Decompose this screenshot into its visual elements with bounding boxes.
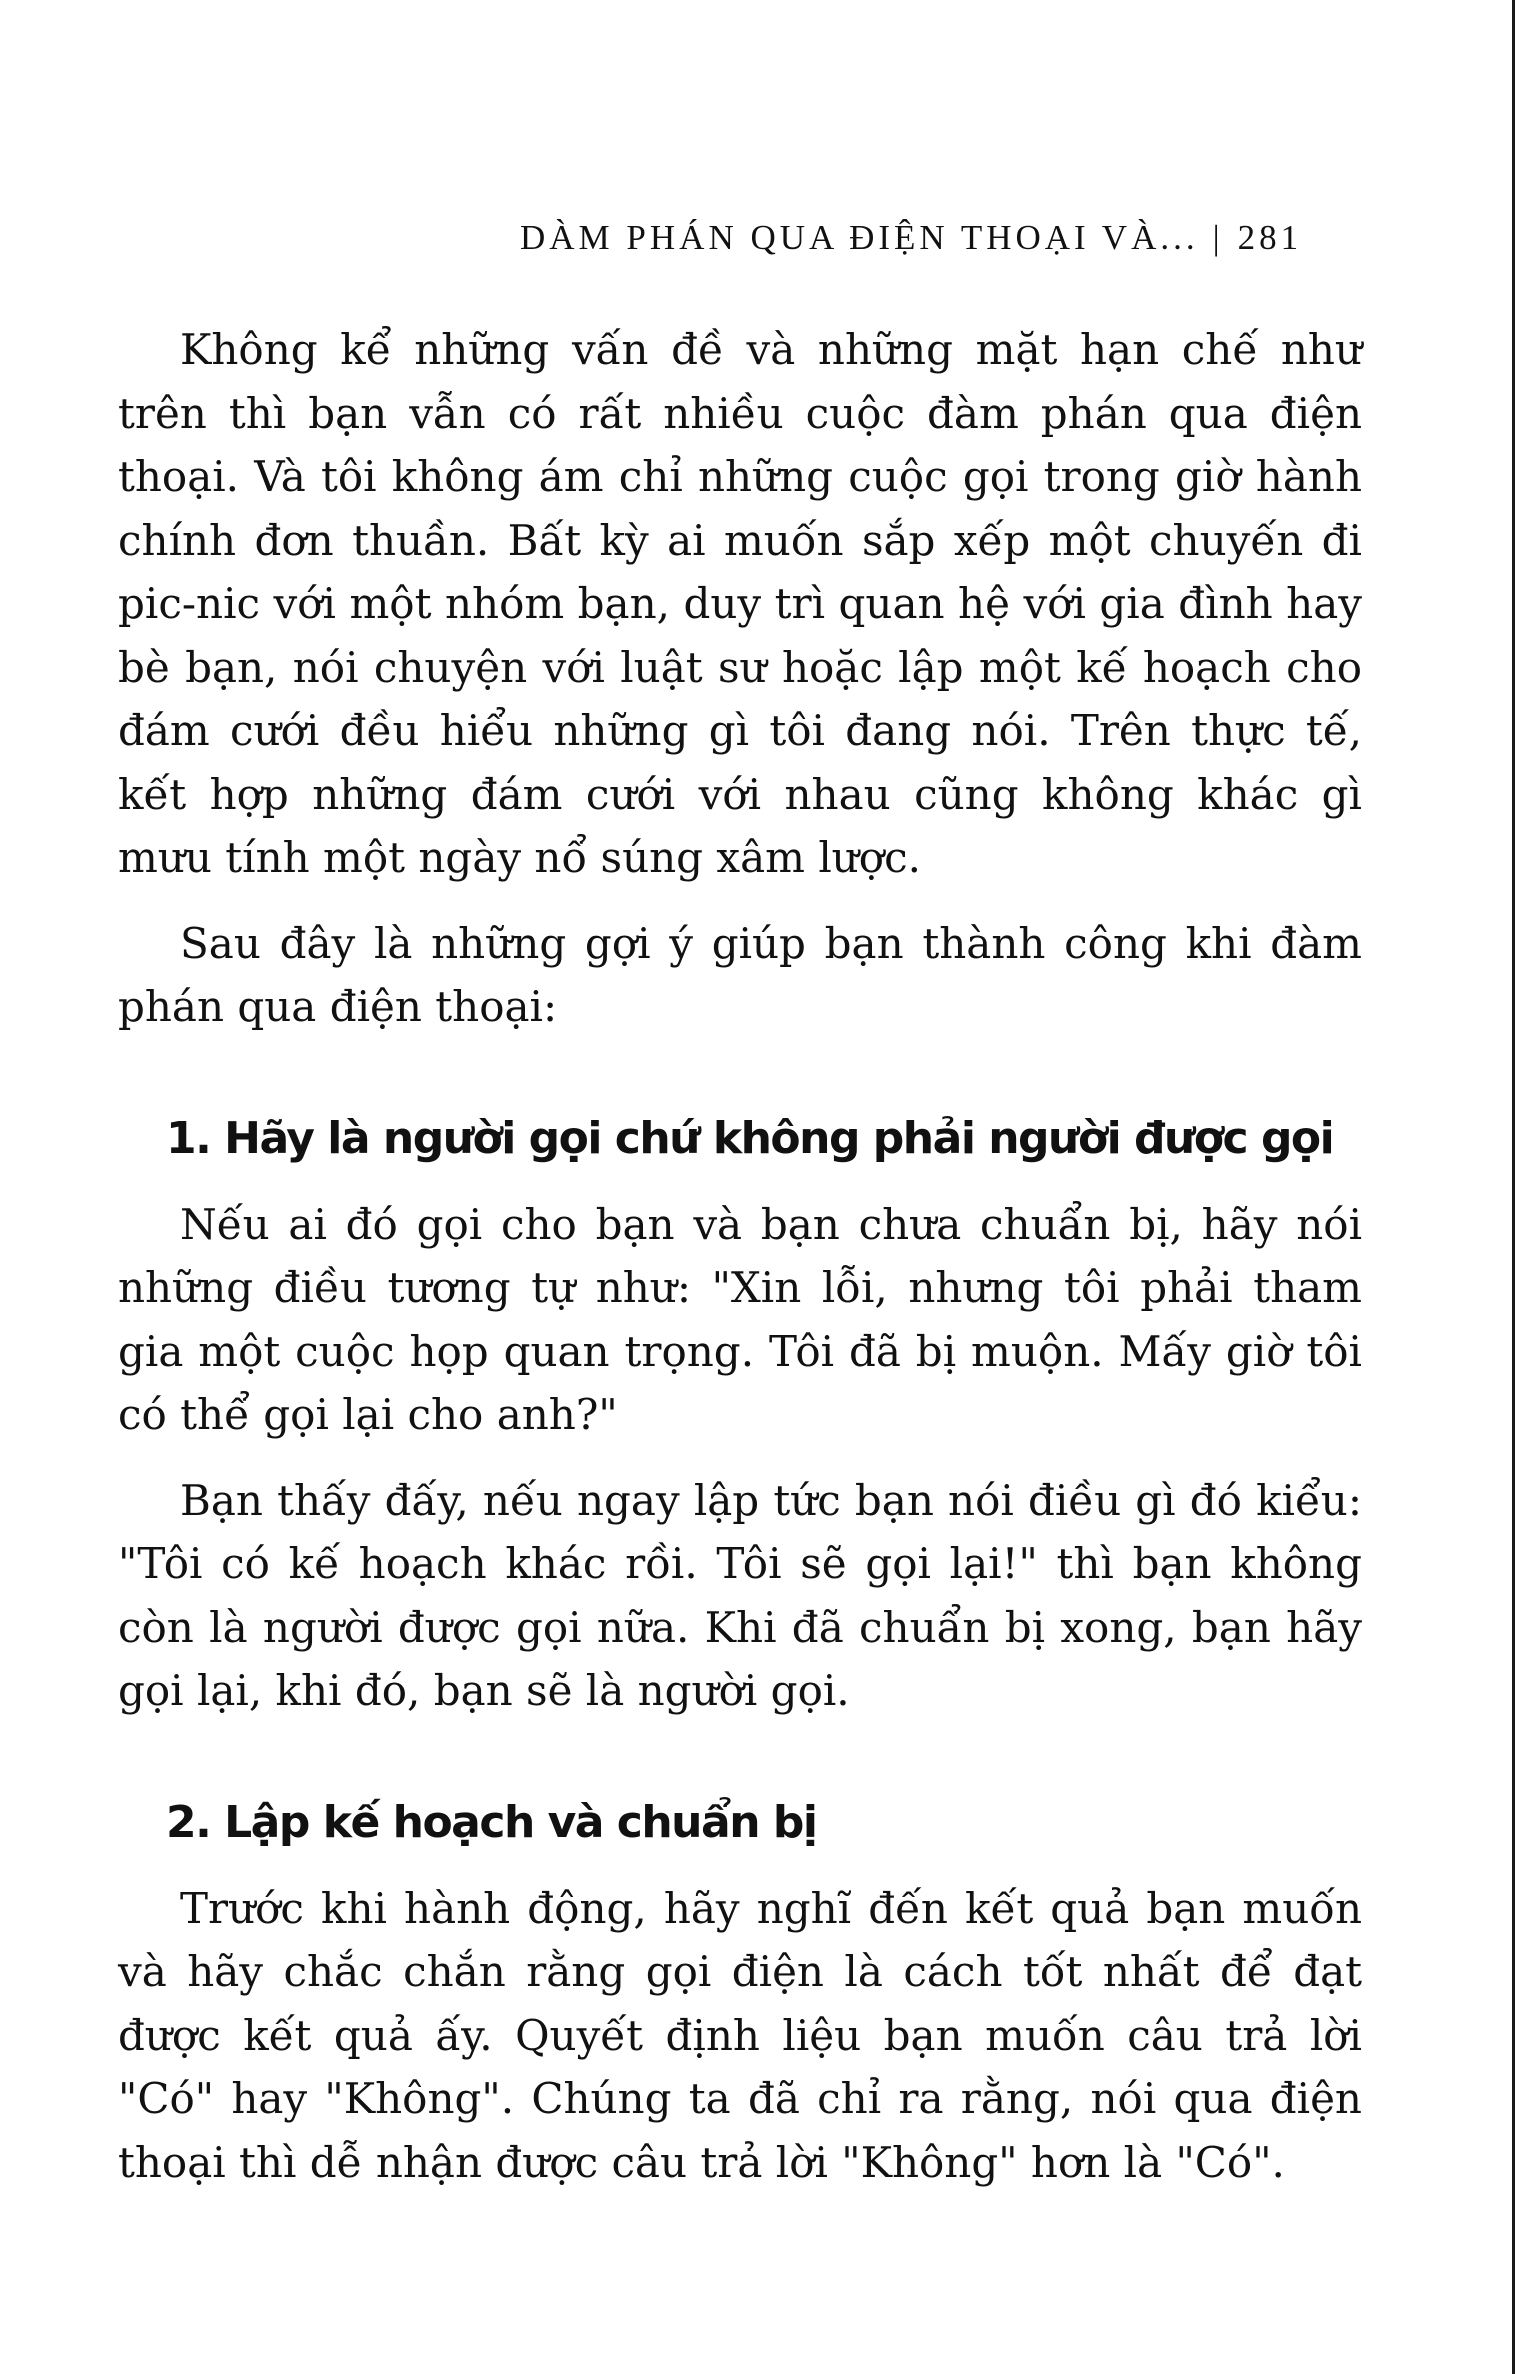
paragraph-5: Trước khi hành động, hãy nghĩ đến kết quả bạn muốn và hãy chắc chắn rằng gọi điện là cách tốt nhất để đạt được kết quả ấy. Quyết định liệu bạn muốn câu trả lời "Có" hay "Không". Chúng ta đã chỉ ra rằng, nói qua điện thoại thì dễ nhận được câu trả lời "Không" hơn là "Có".: [118, 1883, 1362, 2187]
paragraph-3: Nếu ai đó gọi cho bạn và bạn chưa chuẩn bị, hãy nói những điều tương tự như: "Xin lỗi, nhưng tôi phải tham gia một cuộc họp quan trọng. Tôi đã bị muộn. Mấy giờ tôi có thể gọi lại cho anh?": [118, 1199, 1362, 1439]
paragraph-4: Bạn thấy đấy, nếu ngay lập tức bạn nói điều gì đó kiểu: "Tôi có kế hoạch khác rồi. Tôi sẽ gọi lại!" thì bạn không còn là người được gọi nữa. Khi đã chuẩn bị xong, bạn hãy gọi lại, khi đó, bạn sẽ là người gọi.: [118, 1475, 1362, 1715]
page-edge-line: [1512, 0, 1515, 2374]
page-body: [118, 318, 1362, 2194]
paragraph-1: Không kể những vấn đề và những mặt hạn chế như trên thì bạn vẫn có rất nhiều cuộc đàm phán qua điện thoại. Và tôi không ám chỉ những cuộc gọi trong giờ hành chính đơn thuần. Bất kỳ ai muốn sắp xếp một chuyến đi pic-nic với một nhóm bạn, duy trì quan hệ với gia đình hay bè bạn, nói chuyện với luật sư hoặc lập một kế hoạch cho đám cưới đều hiểu những gì tôi đang nói. Trên thực tế, kết hợp những đám cưới với nhau cũng không khác gì mưu tính một ngày nổ súng xâm lược.: [118, 325, 1362, 882]
running-title: DÀM PHÁN QUA ĐIỆN THOẠI VÀ...: [520, 218, 1199, 257]
header-separator: |: [1212, 218, 1224, 257]
section-heading-2: 2. Lập kế hoạch và chuẩn bị: [166, 1796, 817, 1848]
paragraph-2: Sau đây là những gợi ý giúp bạn thành công khi đàm phán qua điện thoại:: [118, 918, 1362, 1031]
running-header: [520, 218, 1330, 258]
section-heading-1: 1. Hãy là người gọi chứ không phải người được gọi: [166, 1112, 1334, 1164]
page-number: 281: [1237, 218, 1303, 257]
